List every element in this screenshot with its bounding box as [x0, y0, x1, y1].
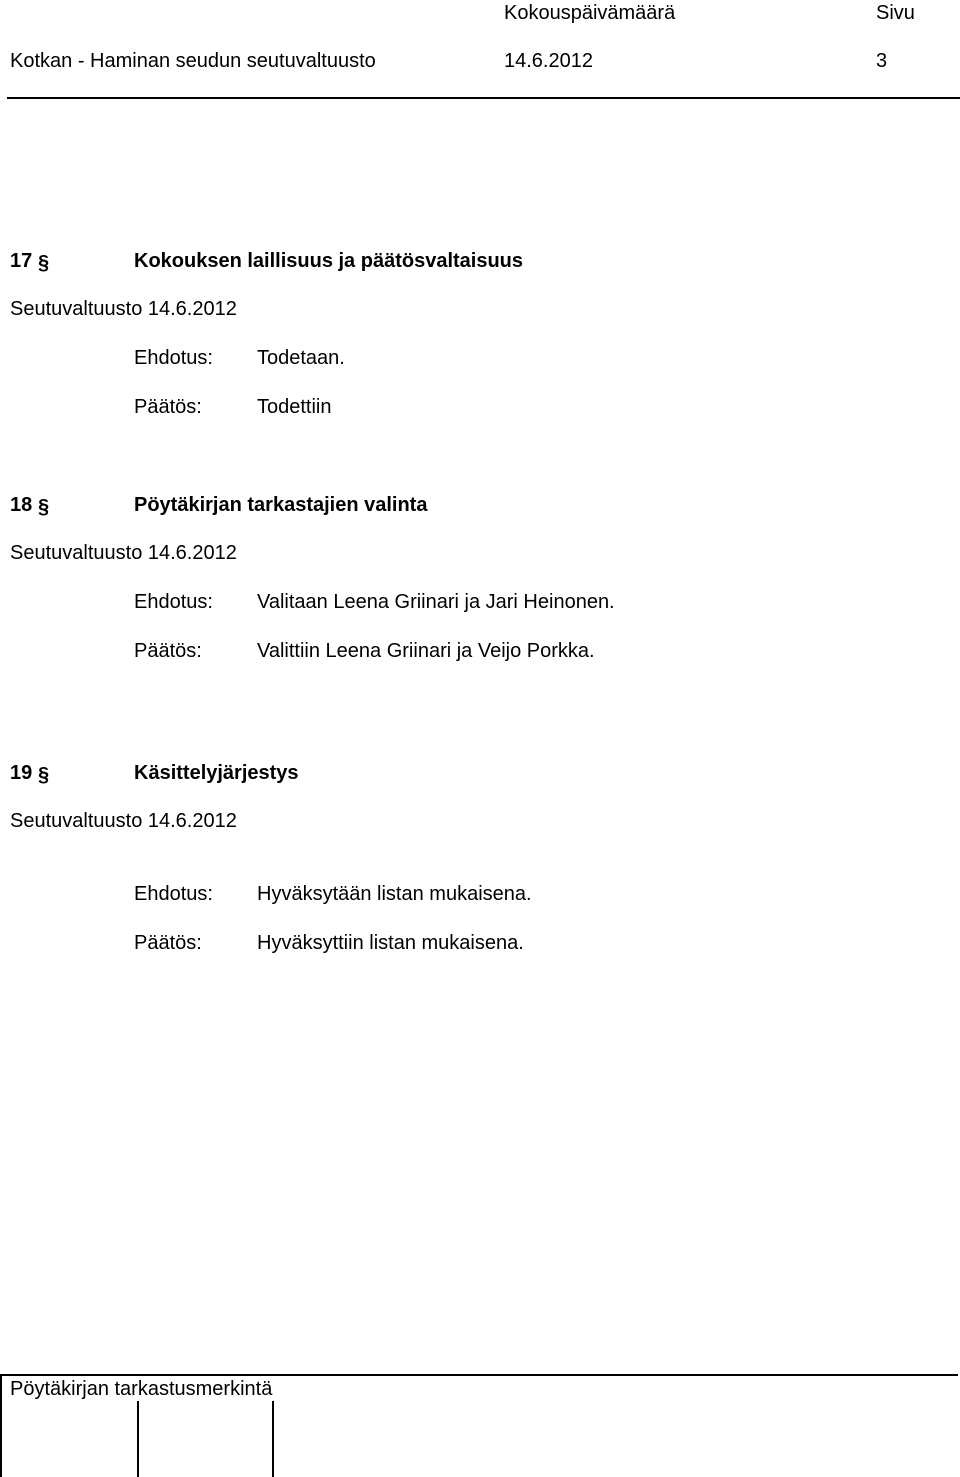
proposal-label: Ehdotus:: [134, 347, 213, 369]
decision-label: Päätös:: [134, 932, 202, 954]
proposal-text: Todetaan.: [257, 347, 345, 369]
section-number: 18: [10, 494, 33, 516]
decision-text: Hyväksyttiin listan mukaisena.: [257, 932, 524, 954]
header-date: 14.6.2012: [504, 50, 593, 72]
header-page-number: 3: [876, 50, 888, 72]
decision-label: Päätös:: [134, 396, 202, 418]
section-number: 17: [10, 250, 33, 272]
section-title: Käsittelyjärjestys: [134, 762, 299, 784]
proposal-text: Valitaan Leena Griinari ja Jari Heinonen.: [257, 591, 615, 613]
section-body-line: Seutuvaltuusto 14.6.2012: [10, 810, 237, 832]
decision-text: Todettiin: [257, 396, 332, 418]
section-sign: §: [38, 496, 50, 518]
decision-text: Valittiin Leena Griinari ja Veijo Porkka.: [257, 640, 595, 662]
header-date-label: Kokouspäivämäärä: [504, 2, 676, 24]
proposal-text: Hyväksytään listan mukaisena.: [257, 883, 532, 905]
footer-divider-2: [272, 1401, 274, 1477]
footer-label: Pöytäkirjan tarkastusmerkintä: [10, 1378, 273, 1400]
decision-label: Päätös:: [134, 640, 202, 662]
footer-divider-left: [0, 1376, 2, 1477]
header-organization: Kotkan - Haminan seudun seutuvaltuusto: [10, 50, 376, 72]
proposal-label: Ehdotus:: [134, 883, 213, 905]
section-title: Pöytäkirjan tarkastajien valinta: [134, 494, 428, 516]
proposal-label: Ehdotus:: [134, 591, 213, 613]
section-body-line: Seutuvaltuusto 14.6.2012: [10, 298, 237, 320]
section-number: 19: [10, 762, 33, 784]
footer-divider-1: [137, 1401, 139, 1477]
header-rule: [7, 97, 960, 99]
section-sign: §: [38, 764, 50, 786]
section-body-line: Seutuvaltuusto 14.6.2012: [10, 542, 237, 564]
section-title: Kokouksen laillisuus ja päätösvaltaisuus: [134, 250, 524, 272]
footer-top-rule: [0, 1374, 958, 1376]
section-sign: §: [38, 252, 50, 274]
header-page-label: Sivu: [876, 2, 915, 24]
